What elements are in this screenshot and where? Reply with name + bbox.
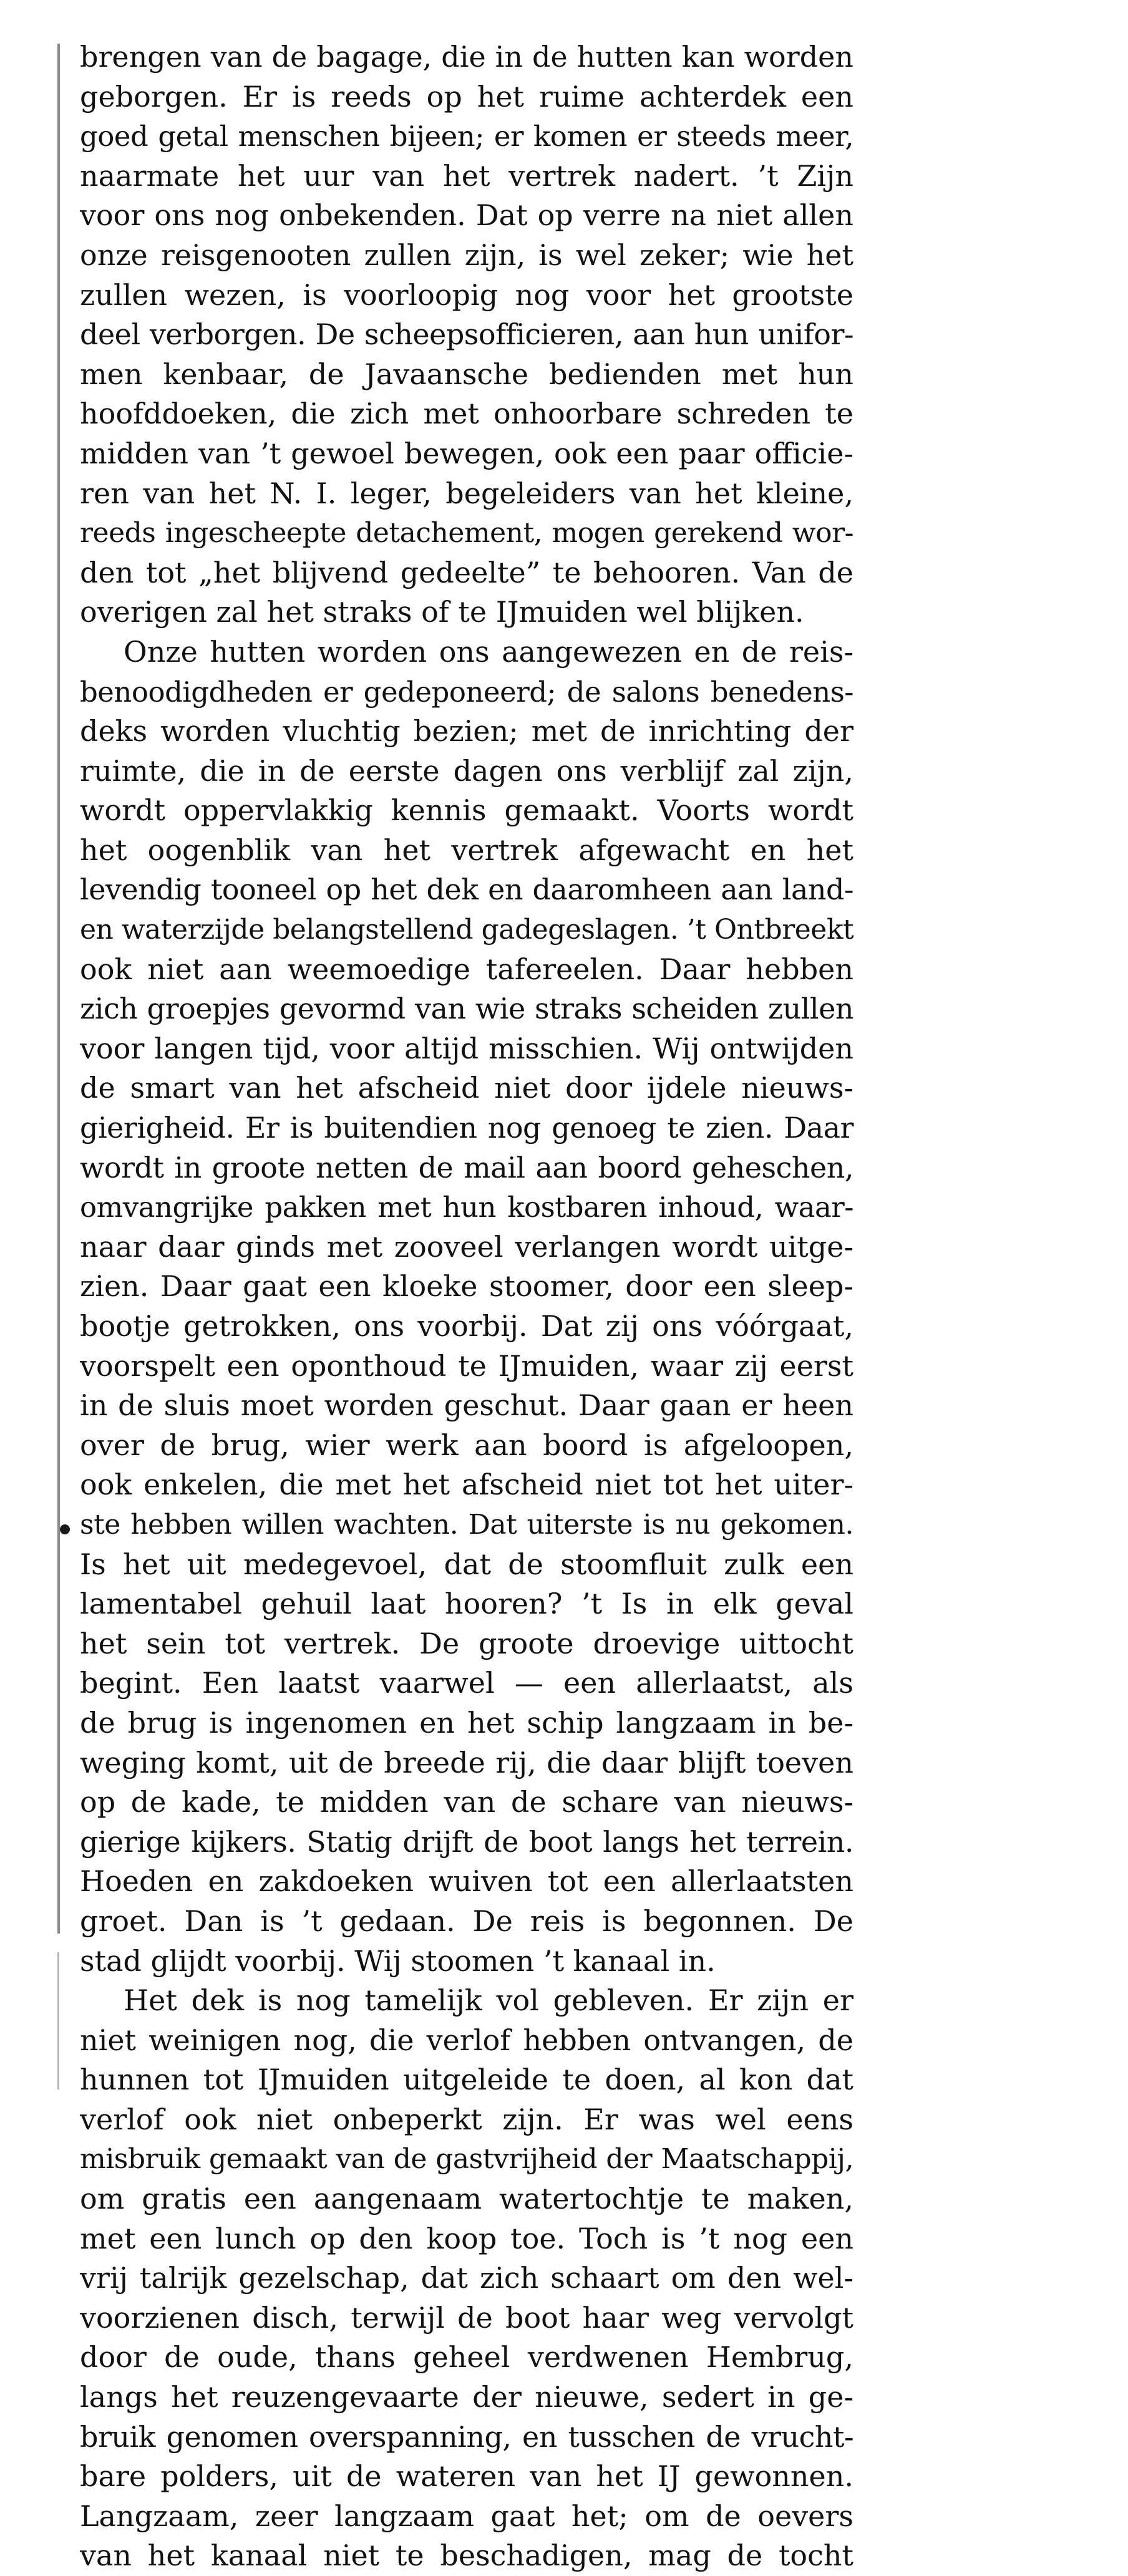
text-line: voor ons nog onbekenden. Dat op verre na niet allen [80,198,853,233]
text-line: en waterzijde belangstellend gadegeslagen. ’t Ontbreekt [80,914,854,946]
text-line: stad glijdt voorbij. Wij stoomen ’t kanaal in. [80,1944,716,1978]
text-line: reeds ingescheepte detachement, mogen gerekend wor- [80,517,853,550]
text-line: omvangrijke pakken met hun kostbaren inhoud, waar- [80,1191,853,1224]
text-line: verlof ook niet onbeperkt zijn. Er was wel eens [80,2102,853,2136]
text-line: Onze hutten worden ons aangewezen en de reis- [124,634,853,669]
text-line: langs het reuzengevaarte der nieuwe, sedert in ge- [80,2380,853,2414]
text-line: ruimte, die in de eerste dagen ons verblijf zal zijn, [80,753,853,788]
margin-rule [57,44,60,1934]
text-line: gierigheid. Er is buitendien nog genoeg te zien. Daar [80,1111,853,1145]
margin-bullet-mark [60,1524,70,1534]
text-line: hunnen tot IJmuiden uitgeleide te doen, al kon dat [80,2063,853,2097]
text-line: brengen van de bagage, die in de hutten kan worden [80,40,853,74]
text-line: ook niet aan weemoedige tafereelen. Daar hebben [80,952,853,986]
text-line: voorzienen disch, terwijl de boot haar weg vervolgt [80,2300,853,2335]
text-line: op de kade, te midden van de schare van nieuws- [80,1785,853,1819]
text-line: geborgen. Er is reeds op het ruime achterdek een [80,79,853,114]
text-line: in de sluis moet worden geschut. Daar gaan er heen [80,1388,853,1423]
body-text [80,37,853,2576]
text-line: de smart van het afscheid niet door ijdele nieuws- [80,1071,853,1105]
text-line: hoofddoeken, die zich met onhoorbare schreden te [80,397,853,431]
text-line: misbruik gemaakt van de gastvrijheid der Maatschappij, [80,2143,853,2176]
text-line: ren van het N. I. leger, begeleiders van het kleine, [80,476,853,510]
text-line: zich groepjes gevormd van wie straks scheiden zullen [80,992,853,1026]
text-line: zullen wezen, is voorloopig nog voor het grootste [80,278,853,312]
text-line: met een lunch op den koop toe. Toch is ’t nog een [80,2221,853,2255]
text-line: de brug is ingenomen en het schip langzaam in be- [80,1705,853,1740]
text-line: lamentabel gehuil laat hooren? ’t Is in elk geval [80,1587,853,1621]
text-line: zien. Daar gaat een kloeke stoomer, door een sleep- [80,1269,853,1304]
text-line: niet weinigen nog, die verlof hebben ontvangen, de [80,2023,853,2057]
text-line: midden van ’t gewoel bewegen, ook een paar officie- [80,436,853,470]
text-line: deks worden vluchtig bezien; met de inrichting der [80,714,853,748]
text-line: naar daar ginds met zooveel verlangen wordt uitge- [80,1229,853,1264]
text-line: weging komt, uit de breede rij, die daar blijft toeven [80,1745,853,1779]
text-line: wordt oppervlakkig kennis gemaakt. Voorts wordt [80,793,853,828]
text-line: levendig tooneel op het dek en daaromheen aan land- [80,873,853,907]
text-line: wordt in groote netten de mail aan boord geheschen, [80,1150,853,1184]
text-line: vrij talrijk gezelschap, dat zich schaart om den wel- [80,2261,853,2295]
text-line: het oogenblik van het vertrek afgewacht en het [80,833,853,867]
text-line: om gratis een aangenaam watertochtje te maken, [80,2182,853,2216]
text-line: ook enkelen, die met het afscheid niet tot het uiter- [80,1468,853,1502]
text-line: gierige kijkers. Statig drijft de boot langs het terrein. [80,1824,853,1859]
text-line: Het dek is nog tamelijk vol gebleven. Er zijn er [124,1983,853,2018]
text-line: door de oude, thans geheel verdwenen Hembrug, [80,2340,853,2375]
text-line: Langzaam, zeer langzaam gaat het; om de oevers [80,2499,853,2533]
margin-rule-lower [57,1952,59,2089]
text-line: begint. Een laatst vaarwel — een allerlaatst, als [80,1666,853,1700]
text-line: den tot „het blijvend gedeelte” te behooren. Van de [80,555,853,589]
text-line: ste hebben willen wachten. Dat uiterste is nu gekomen. [80,1508,853,1541]
text-line: over de brug, wier werk aan boord is afgeloopen, [80,1428,853,1462]
text-line: benoodigdheden er gedeponeerd; de salons benedens- [80,675,853,709]
text-line: het sein tot vertrek. De groote droevige uittocht [80,1626,853,1660]
text-line: bootje getrokken, ons voorbij. Dat zij ons vóórgaat, [80,1309,853,1343]
text-line: Is het uit medegevoel, dat de stoomfluit zulk een [80,1547,853,1581]
text-line: onze reisgenooten zullen zijn, is wel zeker; wie het [80,238,853,272]
text-line: bruik genomen overspanning, en tusschen de vrucht- [80,2419,853,2454]
text-line: bare polders, uit de wateren van het IJ gewonnen. [80,2459,853,2494]
text-line: deel verborgen. De scheepsofficieren, aan hun unifor- [80,317,853,352]
text-line: men kenbaar, de Javaansche bedienden met hun [80,357,853,391]
text-line: groet. Dan is ’t gedaan. De reis is begonnen. De [80,1904,853,1938]
text-line: voor langen tijd, voor altijd misschien. Wij ontwijden [80,1031,853,1065]
text-line: van het kanaal niet te beschadigen, mag de tocht [80,2539,853,2573]
text-line: voorspelt een oponthoud te IJmuiden, waar zij eerst [80,1349,853,1383]
text-line: naarmate het uur van het vertrek nadert. ’t Zijn [80,158,853,193]
text-line: overigen zal het straks of te IJmuiden wel blijken. [80,595,804,629]
text-line: Hoeden en zakdoeken wuiven tot een allerlaatsten [80,1864,853,1899]
text-line: goed getal menschen bijeen; er komen er steeds meer, [80,120,853,153]
